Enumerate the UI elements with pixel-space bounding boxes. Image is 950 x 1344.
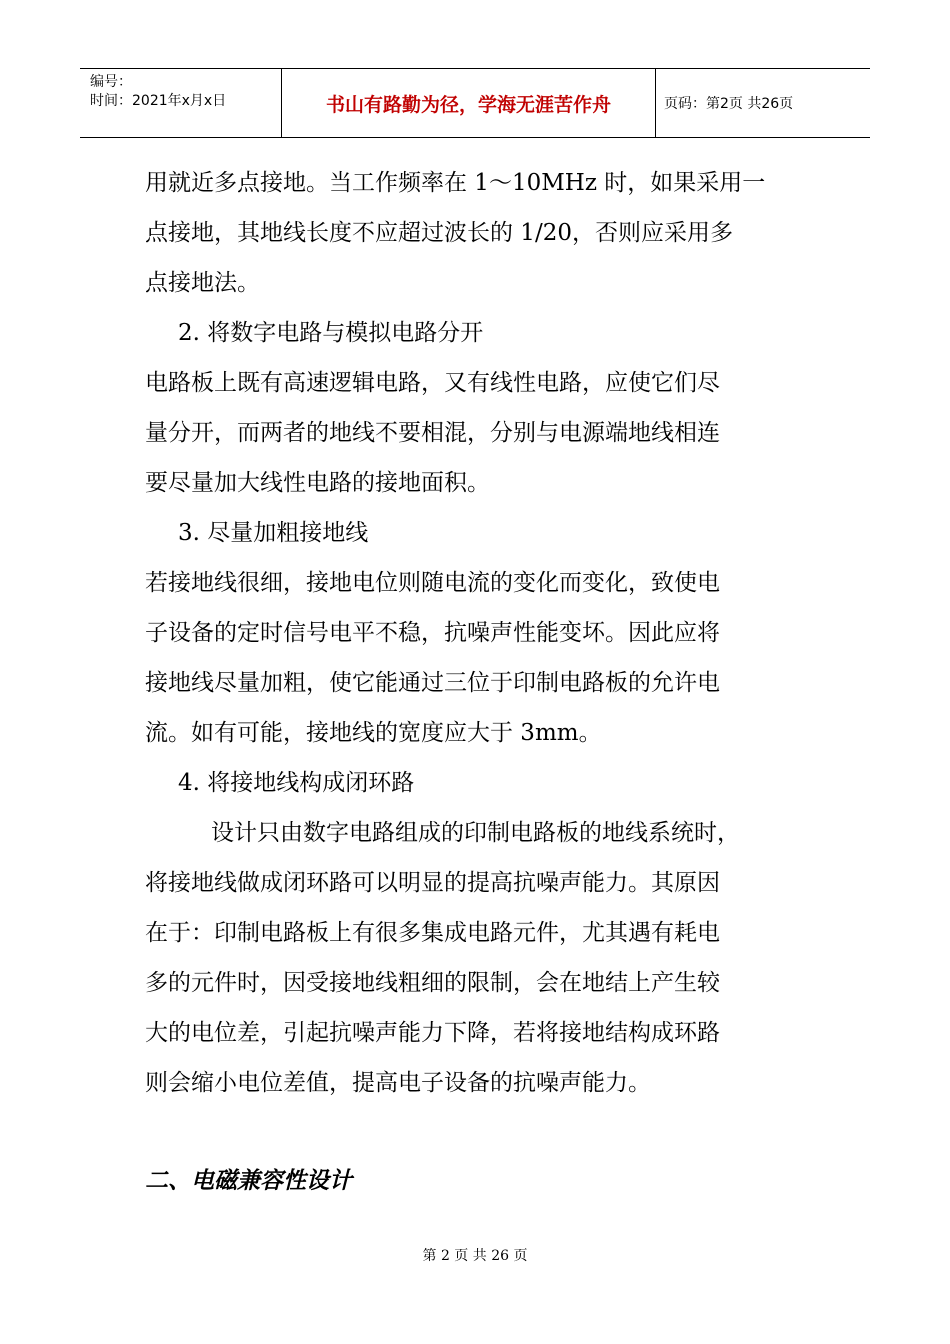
page-footer: [0, 1245, 950, 1265]
body-line: 流。如有可能，接地线的宽度应大于 3mm。: [145, 720, 602, 746]
header-motto-cell: [282, 69, 656, 137]
header-meta-cell: [80, 69, 282, 137]
body-line: 则会缩小电位差值，提高电子设备的抗噪声能力。: [145, 1070, 651, 1096]
body-line: 多的元件时，因受接地线粗细的限制，会在地结上产生较: [145, 970, 720, 996]
body-line: 用就近多点接地。当工作频率在 1～10MHz 时，如果采用一: [145, 170, 766, 196]
header-motto: 书山有路勤为径，学海无涯苦作舟: [325, 93, 611, 116]
body-line: 电路板上既有高速逻辑电路，又有线性电路，应使它们尽: [145, 370, 720, 396]
footer-page-number: 第 2 页 共 26 页: [422, 1248, 528, 1264]
doc-time-label: 时间：2021年x月x日: [90, 93, 227, 109]
body-line: 大的电位差，引起抗噪声能力下降，若将接地结构成环路: [145, 1020, 720, 1046]
document-body: [145, 158, 810, 1108]
body-line: 接地线尽量加粗，使它能通过三位于印制电路板的允许电: [145, 670, 720, 696]
body-line: 要尽量加大线性电路的接地面积。: [145, 470, 490, 496]
body-line: 量分开，而两者的地线不要相混，分别与电源端地线相连: [145, 420, 720, 446]
body-line: 设计只由数字电路组成的印制电路板的地线系统时，: [211, 820, 740, 846]
doc-number-label: 编号：: [90, 74, 132, 90]
body-line: 点接地，其地线长度不应超过波长的 1/20，否则应采用多: [145, 220, 733, 246]
body-line: 在于：印制电路板上有很多集成电路元件，尤其遇有耗电: [145, 920, 720, 946]
header-page-info: 页码：第2页 共26页: [664, 96, 794, 112]
body-line: 若接地线很细，接地电位则随电流的变化而变化，致使电: [145, 570, 720, 596]
body-line: 将接地线做成闭环路可以明显的提高抗噪声能力。其原因: [145, 870, 720, 896]
subheading: 4. 将接地线构成闭环路: [178, 770, 415, 796]
subheading: 3. 尽量加粗接地线: [178, 520, 369, 546]
header-page-cell: [656, 69, 870, 137]
body-line: 子设备的定时信号电平不稳，抗噪声性能变坏。因此应将: [145, 620, 720, 646]
page-header: [80, 68, 870, 138]
body-line: 点接地法。: [145, 270, 260, 296]
section-title: 二、电磁兼容性设计: [145, 1168, 352, 1194]
subheading: 2. 将数字电路与模拟电路分开: [178, 320, 484, 346]
